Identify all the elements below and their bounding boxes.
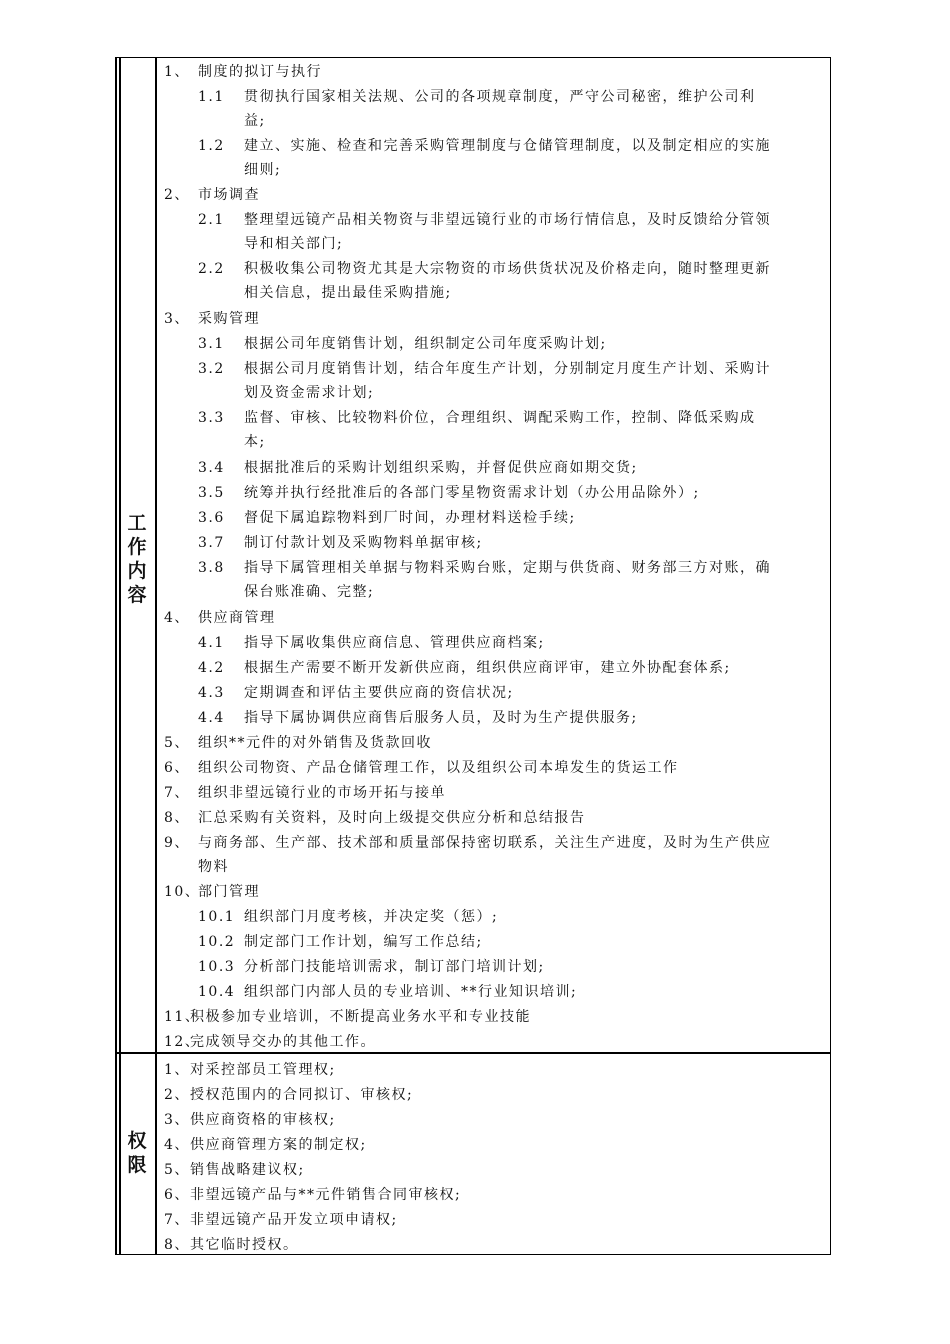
label-char: 限 [127, 1154, 147, 1176]
label-char: 容 [127, 584, 147, 606]
list-item-text: 与商务部、生产部、技术部和质量部保持密切联系，关注生产进度，及时为生产供应 [198, 835, 772, 851]
section-label-authority [122, 1129, 152, 1177]
list-item-text: 根据批准后的采购计划组织采购，并督促供应商如期交货; [244, 460, 638, 476]
list-item-text: 制定部门工作计划，编写工作总结; [244, 934, 483, 950]
list-item-number: 6、 [164, 1187, 190, 1203]
list-item-text: 细则; [244, 162, 282, 178]
label-char: 权 [127, 1130, 147, 1152]
list-item-text: 分析部门技能培训需求，制订部门培训计划; [244, 959, 545, 975]
list-item-text: 组织部门内部人员的专业培训、**行业知识培训; [244, 984, 578, 1000]
list-item-text: 监督、审核、比较物料价位，合理组织、调配采购工作，控制、降低采购成 [244, 410, 756, 426]
list-item-number: 4.1 [198, 635, 225, 651]
list-item-text: 制度的拟订与执行 [198, 64, 322, 80]
list-item-text: 整理望远镜产品相关物资与非望远镜行业的市场行情信息，及时反馈给分管领 [244, 212, 771, 228]
list-item-text: 销售战略建议权; [190, 1162, 305, 1178]
list-item-number: 9、 [164, 835, 190, 851]
list-item-text: 供应商资格的审核权; [190, 1112, 336, 1128]
list-item-text: 积极收集公司物资尤其是大宗物资的市场供货状况及价格走向，随时整理更新 [244, 261, 771, 277]
list-item-text: 根据公司月度销售计划，结合年度生产计划，分别制定月度生产计划、采购计 [244, 361, 771, 377]
list-item-number: 10.2 [198, 934, 236, 950]
list-item-text: 对采控部员工管理权; [190, 1062, 336, 1078]
list-item-number: 5、 [164, 1162, 190, 1178]
list-item-number: 8、 [164, 810, 190, 826]
list-item-text: 定期调查和评估主要供应商的资信状况; [244, 685, 514, 701]
list-item-number: 3.1 [198, 336, 225, 352]
list-item-text: 供应商管理 [198, 610, 276, 626]
list-item-number: 3.4 [198, 460, 225, 476]
list-item-number: 3.6 [198, 510, 225, 526]
list-item-text: 完成领导交办的其他工作。 [190, 1034, 376, 1050]
list-item-text: 汇总采购有关资料，及时向上级提交供应分析和总结报告 [198, 810, 586, 826]
list-item-text: 本; [244, 434, 266, 450]
list-item-text: 划及资金需求计划; [244, 385, 375, 401]
list-item-number: 4、 [164, 610, 190, 626]
list-item-text: 组织非望远镜行业的市场开拓与接单 [198, 785, 446, 801]
list-item-number: 1.2 [198, 138, 225, 154]
list-item-text: 相关信息，提出最佳采购措施; [244, 285, 452, 301]
list-item-number: 7、 [164, 785, 190, 801]
list-item-text: 供应商管理方案的制定权; [190, 1137, 367, 1153]
list-item-text: 保台账准确、完整; [244, 584, 375, 600]
label-char: 内 [127, 560, 147, 582]
section-label-work-content [122, 511, 152, 607]
label-column-divider [155, 57, 157, 1254]
list-item-number: 3、 [164, 1112, 190, 1128]
list-item-number: 4、 [164, 1137, 190, 1153]
label-char: 工 [127, 512, 147, 534]
list-item-text: 组织部门月度考核，并决定奖（惩）; [244, 909, 499, 925]
list-item-number: 4.2 [198, 660, 225, 676]
list-item-number: 3.5 [198, 485, 225, 501]
list-item-number: 8、 [164, 1237, 190, 1253]
list-item-text: 其它临时授权。 [190, 1237, 299, 1253]
table-left-border-outer [115, 57, 117, 1254]
label-char: 作 [127, 536, 147, 558]
list-item-text: 根据生产需要不断开发新供应商，组织供应商评审，建立外协配套体系; [244, 660, 731, 676]
list-item-text: 非望远镜产品与**元件销售合同审核权; [190, 1187, 462, 1203]
list-item-number: 3.8 [198, 560, 225, 576]
list-item-number: 10.4 [198, 984, 236, 1000]
list-item-number: 10.3 [198, 959, 236, 975]
list-item-number: 1.1 [198, 89, 225, 105]
list-item-number: 3.2 [198, 361, 225, 377]
list-item-number: 10、 [164, 884, 201, 900]
list-item-number: 2.1 [198, 212, 225, 228]
list-item-text: 指导下属协调供应商售后服务人员，及时为生产提供服务; [244, 710, 638, 726]
list-item-number: 11、 [164, 1009, 201, 1025]
list-item-text: 积极参加专业培训，不断提高业务水平和专业技能 [190, 1009, 531, 1025]
list-item-number: 5、 [164, 735, 190, 751]
list-item-text: 组织公司物资、产品仓储管理工作，以及组织公司本埠发生的货运工作 [198, 760, 679, 776]
list-item-text: 统筹并执行经批准后的各部门零星物资需求计划（办公用品除外）; [244, 485, 700, 501]
table-left-border-inner [119, 57, 121, 1254]
list-item-text: 制订付款计划及采购物料单据审核; [244, 535, 483, 551]
list-item-text: 导和相关部门; [244, 236, 344, 252]
list-item-text: 益; [244, 113, 266, 129]
list-item-text: 贯彻执行国家相关法规、公司的各项规章制度，严守公司秘密，维护公司利 [244, 89, 756, 105]
list-item-number: 4.4 [198, 710, 225, 726]
list-item-text: 组织**元件的对外销售及货款回收 [198, 735, 432, 751]
list-item-text: 物料 [198, 859, 229, 875]
list-item-text: 部门管理 [198, 884, 260, 900]
list-item-text: 督促下属追踪物料到厂时间，办理材料送检手续; [244, 510, 576, 526]
list-item-text: 根据公司年度销售计划，组织制定公司年度采购计划; [244, 336, 607, 352]
list-item-number: 1、 [164, 64, 190, 80]
list-item-number: 3.3 [198, 410, 225, 426]
list-item-text: 采购管理 [198, 311, 260, 327]
list-item-number: 10.1 [198, 909, 236, 925]
list-item-number: 12、 [164, 1034, 201, 1050]
list-item-number: 6、 [164, 760, 190, 776]
list-item-number: 2.2 [198, 261, 225, 277]
list-item-number: 2、 [164, 1087, 190, 1103]
list-item-number: 7、 [164, 1212, 190, 1228]
section-divider [115, 1052, 831, 1054]
list-item-text: 指导下属收集供应商信息、管理供应商档案; [244, 635, 545, 651]
list-item-number: 3、 [164, 311, 190, 327]
list-item-text: 授权范围内的合同拟订、审核权; [190, 1087, 414, 1103]
list-item-text: 市场调查 [198, 187, 260, 203]
list-item-number: 1、 [164, 1062, 190, 1078]
list-item-number: 3.7 [198, 535, 225, 551]
list-item-text: 非望远镜产品开发立项申请权; [190, 1212, 398, 1228]
list-item-text: 建立、实施、检查和完善采购管理制度与仓储管理制度，以及制定相应的实施 [244, 138, 771, 154]
list-item-text: 指导下属管理相关单据与物料采购台账，定期与供货商、财务部三方对账，确 [244, 560, 771, 576]
list-item-number: 2、 [164, 187, 190, 203]
list-item-number: 4.3 [198, 685, 225, 701]
